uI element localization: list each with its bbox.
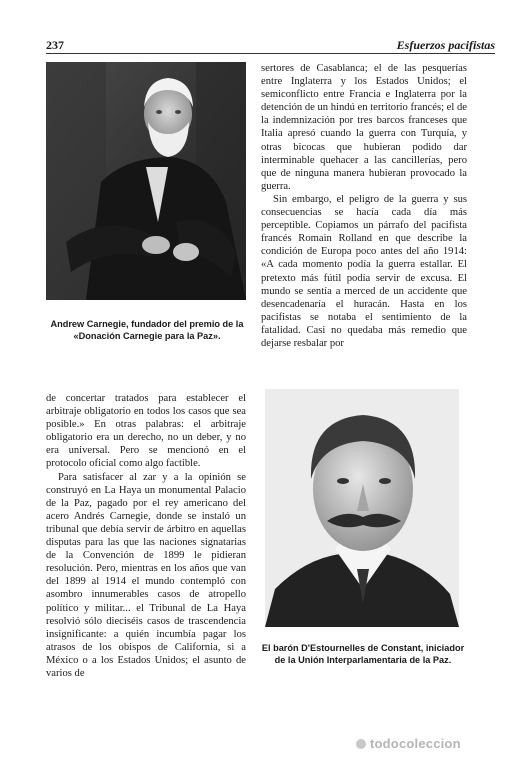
- estournelles-photo: [265, 389, 459, 627]
- carnegie-portrait-image: [46, 62, 246, 300]
- header-rule: [46, 53, 495, 54]
- text-column-top-right: [261, 62, 467, 350]
- watermark-text: todocoleccion: [370, 736, 461, 751]
- text-column-bottom-left: [46, 392, 246, 680]
- estournelles-portrait-image: [265, 389, 459, 627]
- carnegie-photo: [46, 62, 246, 300]
- estournelles-caption: El barón D'Estournelles de Constant, iniciador de la Unión Interparlamentaria de la Paz.: [261, 643, 465, 665]
- page-number: 237: [46, 38, 64, 52]
- carnegie-caption: Andrew Carnegie, fundador del premio de la «Donación Carnegie para la Paz».: [50, 319, 244, 341]
- paragraph: Para satisfacer al zar y a la opinión se construyó en La Haya un monumental Palacio de la Paz, pagado por el rey americano del acero Andrés Carnegie, donde se instaló un tribunal que debía servir de árbitro en aquellas disputas para las que las naciones signatarias de la Convención de 1899 le pidieran resolución. Pero, mientras en los años que van del 1899 al 1914 el mundo contempló con asombro innumerables casos de atropello político y militar... el Tribunal de La Haya resolvió sólo dieciséis casos de trascendencia insignificante: a quién incumbía pagar los atrasos de los obispos de California, si a México o a los Estados Unidos; el asunto de varios de: [46, 471, 246, 679]
- watermark: [356, 736, 461, 751]
- paragraph: de concertar tratados para establecer el arbitraje obligatorio en todos los casos que sea posible.» En otras palabras: el arbitraje obligatorio era un derecho, no un deber, y no era universal. Pero se mencionó en el protocolo oficial como algo factible.: [46, 393, 246, 470]
- paragraph: sertores de Casablanca; el de las pesquerías entre Inglaterra y los Estados Unidos; el semiconflicto entre Francia e Inglaterra por la detención de un hindú en territorio francés; el de la indemnización por tres barcos franceses que Italia apresó cuando la guerra con Turquía, y otras bicocas que hubieran podido dar interminable quehacer a las cancillerías, pero que de ninguna manera hubieran provocado la guerra.: [261, 63, 467, 192]
- watermark-logo-icon: [356, 739, 366, 749]
- running-title: Esfuerzos pacifistas: [396, 38, 495, 52]
- paragraph: Sin embargo, el peligro de la guerra y sus consecuencias se hacía cada día más perceptible. Copiamos un párrafo del pacifista francés Romain Rolland en que describe la condición de Europa poco antes del año 1914: «A cada momento podía la guerra estallar. El pretexto más fútil podía servir de excusa. El mundo se sentía a merced de un accidente que desencadenaría el huracán. Hasta en los pacifistas se notaba el sentimiento de la fatalidad. Casi no quedaba más remedio que dejarse resbalar por: [261, 193, 467, 349]
